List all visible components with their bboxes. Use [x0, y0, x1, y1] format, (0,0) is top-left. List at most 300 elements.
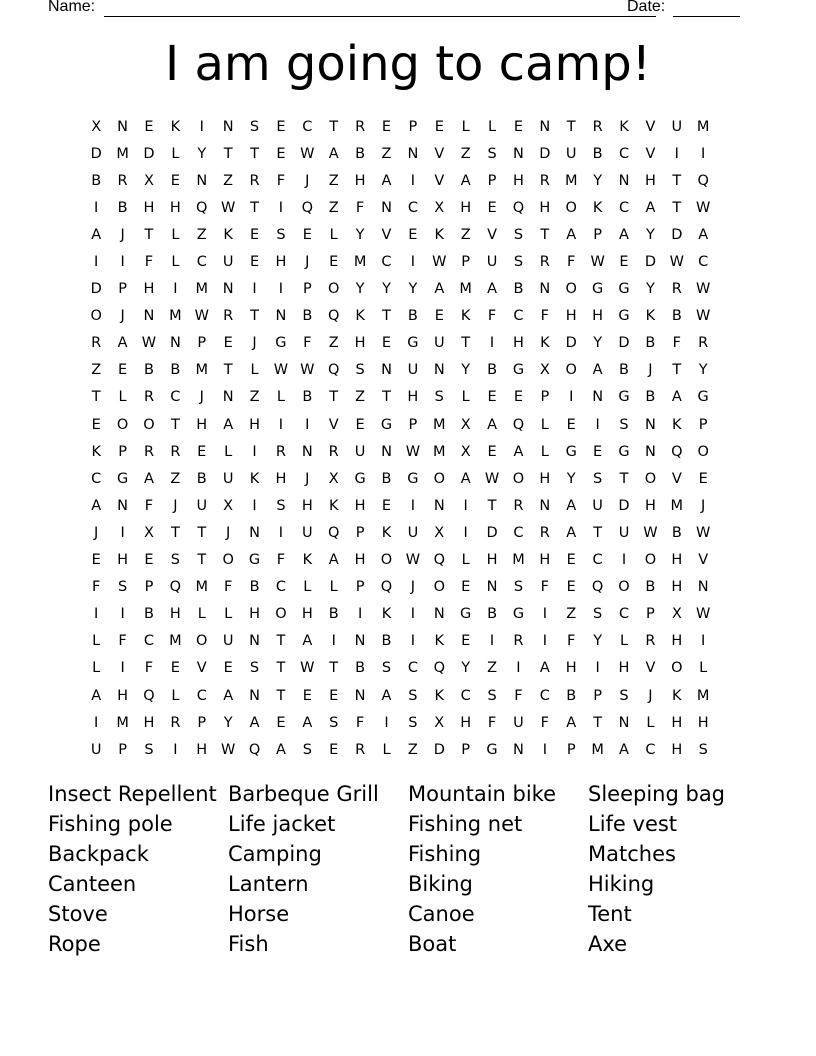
grid-letter[interactable]: A [144, 470, 154, 487]
grid-letter[interactable]: I [173, 741, 178, 758]
grid-letter[interactable]: E [223, 660, 233, 677]
grid-letter[interactable]: H [512, 172, 524, 189]
grid-letter[interactable]: Q [328, 308, 340, 325]
grid-letter[interactable]: P [355, 579, 365, 596]
grid-letter[interactable]: J [648, 362, 653, 379]
grid-letter[interactable]: F [672, 335, 681, 352]
grid-letter[interactable]: H [275, 254, 287, 271]
grid-letter[interactable]: L [171, 226, 180, 243]
grid-letter[interactable]: V [196, 660, 207, 677]
grid-letter[interactable]: T [223, 362, 233, 379]
grid-letter[interactable]: P [461, 254, 471, 271]
grid-letter[interactable]: B [671, 308, 682, 325]
grid-letter[interactable]: M [116, 145, 129, 162]
grid-letter[interactable]: R [355, 741, 366, 758]
grid-letter[interactable]: D [90, 281, 102, 298]
grid-letter[interactable]: F [567, 254, 576, 271]
grid-letter[interactable]: S [698, 741, 708, 758]
grid-letter[interactable]: L [276, 389, 285, 406]
grid-letter[interactable]: Q [328, 524, 340, 541]
grid-letter[interactable]: H [354, 497, 366, 514]
grid-letter[interactable]: U [671, 118, 683, 135]
grid-letter[interactable]: X [434, 714, 445, 731]
grid-letter[interactable]: V [645, 145, 656, 162]
grid-letter[interactable]: F [144, 254, 154, 271]
grid-letter[interactable]: J [305, 254, 310, 271]
grid-letter[interactable]: A [434, 281, 445, 298]
grid-letter[interactable]: N [196, 172, 208, 189]
grid-letter[interactable]: E [223, 335, 233, 352]
grid-letter[interactable]: E [329, 741, 339, 758]
grid-letter[interactable]: M [564, 172, 578, 189]
grid-letter[interactable]: N [644, 443, 656, 460]
grid-letter[interactable]: K [302, 552, 313, 569]
grid-letter[interactable]: U [565, 145, 577, 162]
grid-letter[interactable]: H [249, 416, 260, 433]
grid-letter[interactable]: R [275, 443, 286, 460]
date-field[interactable] [673, 0, 740, 17]
grid-letter[interactable]: M [353, 254, 367, 271]
grid-letter[interactable]: I [701, 145, 706, 162]
grid-letter[interactable]: Y [355, 281, 365, 298]
grid-letter[interactable]: W [696, 199, 711, 216]
grid-letter[interactable]: A [487, 281, 498, 298]
grid-letter[interactable]: E [487, 199, 497, 216]
grid-letter[interactable]: E [302, 687, 312, 704]
grid-letter[interactable]: T [250, 145, 259, 162]
grid-letter[interactable]: S [487, 687, 497, 704]
grid-letter[interactable]: Q [512, 199, 525, 216]
grid-letter[interactable]: P [118, 741, 127, 758]
grid-letter[interactable]: H [143, 714, 155, 731]
grid-letter[interactable]: B [302, 308, 313, 325]
grid-letter[interactable]: T [619, 470, 629, 487]
grid-letter[interactable]: S [276, 497, 286, 514]
grid-letter[interactable]: M [195, 362, 209, 379]
grid-letter[interactable]: M [591, 741, 604, 758]
grid-letter[interactable]: V [645, 660, 656, 677]
grid-letter[interactable]: R [698, 335, 709, 352]
grid-letter[interactable]: I [252, 497, 257, 514]
grid-letter[interactable]: H [143, 199, 155, 216]
grid-letter[interactable]: A [645, 199, 656, 216]
grid-letter[interactable]: R [170, 714, 181, 731]
grid-letter[interactable]: X [460, 443, 471, 460]
grid-letter[interactable]: W [696, 308, 711, 325]
grid-letter[interactable]: K [328, 497, 339, 514]
grid-letter[interactable]: A [381, 687, 392, 704]
grid-letter[interactable]: N [249, 687, 260, 704]
grid-letter[interactable]: T [223, 145, 233, 162]
grid-letter[interactable]: T [487, 497, 497, 514]
grid-letter[interactable]: M [169, 308, 182, 325]
grid-letter[interactable]: T [329, 389, 339, 406]
grid-letter[interactable]: N [249, 633, 260, 650]
grid-letter[interactable]: W [220, 199, 236, 216]
grid-letter[interactable]: X [91, 118, 102, 135]
grid-letter[interactable]: X [671, 606, 682, 623]
grid-letter[interactable]: F [487, 308, 497, 325]
grid-letter[interactable]: J [252, 335, 257, 352]
grid-letter[interactable]: I [410, 606, 416, 623]
grid-letter[interactable]: F [144, 660, 154, 677]
grid-letter[interactable]: A [566, 524, 577, 541]
grid-letter[interactable]: A [671, 389, 682, 406]
grid-letter[interactable]: B [91, 172, 102, 189]
grid-letter[interactable]: G [380, 416, 393, 433]
grid-letter[interactable]: P [408, 118, 418, 135]
grid-letter[interactable]: S [302, 741, 312, 758]
grid-letter[interactable]: L [461, 552, 470, 569]
grid-letter[interactable]: Q [380, 579, 393, 596]
grid-letter[interactable]: D [565, 335, 577, 352]
grid-letter[interactable]: V [645, 118, 656, 135]
grid-letter[interactable]: N [354, 687, 366, 704]
grid-letter[interactable]: S [593, 470, 603, 487]
grid-letter[interactable]: R [91, 335, 102, 352]
grid-letter[interactable]: E [302, 226, 312, 243]
grid-letter[interactable]: A [91, 226, 102, 243]
grid-letter[interactable]: I [489, 335, 495, 352]
grid-letter[interactable]: E [381, 118, 392, 135]
grid-letter[interactable]: K [434, 633, 445, 650]
grid-letter[interactable]: K [619, 118, 629, 135]
grid-letter[interactable]: Y [223, 714, 233, 731]
grid-letter[interactable]: S [619, 416, 629, 433]
grid-letter[interactable]: T [461, 335, 471, 352]
grid-letter[interactable]: C [698, 254, 709, 271]
grid-letter[interactable]: S [487, 145, 497, 162]
grid-letter[interactable]: T [593, 524, 603, 541]
grid-letter[interactable]: E [513, 118, 524, 135]
grid-letter[interactable]: S [513, 254, 524, 271]
grid-letter[interactable]: H [644, 172, 656, 189]
grid-letter[interactable]: T [144, 226, 154, 243]
grid-letter[interactable]: G [407, 470, 419, 487]
grid-letter[interactable]: L [461, 118, 470, 135]
grid-letter[interactable]: C [618, 606, 630, 623]
grid-letter[interactable]: J [701, 497, 706, 514]
grid-letter[interactable]: V [434, 145, 445, 162]
grid-letter[interactable]: K [672, 416, 682, 433]
grid-letter[interactable]: E [381, 335, 392, 352]
grid-letter[interactable]: N [513, 741, 524, 758]
grid-letter[interactable]: Z [196, 226, 207, 243]
grid-letter[interactable]: Q [591, 579, 604, 596]
grid-letter[interactable]: I [384, 714, 389, 731]
grid-letter[interactable]: V [328, 416, 339, 433]
grid-letter[interactable]: C [618, 199, 630, 216]
grid-letter[interactable]: J [410, 579, 416, 596]
grid-letter[interactable]: L [699, 660, 708, 677]
grid-letter[interactable]: A [619, 741, 629, 758]
grid-letter[interactable]: K [381, 606, 392, 623]
grid-letter[interactable]: V [698, 552, 709, 569]
grid-letter[interactable]: J [226, 524, 231, 541]
grid-letter[interactable]: L [118, 389, 127, 406]
grid-letter[interactable]: K [460, 308, 471, 325]
grid-letter[interactable]: I [120, 254, 125, 271]
grid-letter[interactable]: F [514, 687, 523, 704]
grid-letter[interactable]: R [355, 118, 366, 135]
grid-letter[interactable]: W [194, 308, 209, 325]
grid-letter[interactable]: N [354, 633, 366, 650]
grid-letter[interactable]: C [302, 118, 313, 135]
grid-letter[interactable]: R [143, 389, 155, 406]
grid-letter[interactable]: Z [170, 470, 181, 487]
grid-letter[interactable]: N [539, 281, 551, 298]
grid-letter[interactable]: B [196, 470, 207, 487]
grid-letter[interactable]: A [619, 226, 629, 243]
grid-letter[interactable]: W [643, 524, 658, 541]
grid-letter[interactable]: L [646, 714, 655, 731]
grid-letter[interactable]: H [169, 199, 181, 216]
grid-letter[interactable]: T [382, 308, 391, 325]
grid-letter[interactable]: I [542, 633, 547, 650]
grid-letter[interactable]: E [197, 443, 207, 460]
grid-letter[interactable]: I [357, 606, 363, 623]
grid-letter[interactable]: N [486, 579, 498, 596]
grid-letter[interactable]: I [278, 281, 284, 298]
grid-letter[interactable]: I [542, 606, 547, 623]
grid-letter[interactable]: P [355, 524, 365, 541]
grid-letter[interactable]: S [593, 606, 603, 623]
grid-letter[interactable]: E [170, 660, 180, 677]
grid-letter[interactable]: L [171, 145, 180, 162]
grid-letter[interactable]: W [300, 362, 315, 379]
grid-letter[interactable]: Q [143, 687, 155, 704]
grid-letter[interactable]: O [644, 470, 657, 487]
grid-letter[interactable]: C [618, 145, 630, 162]
grid-letter[interactable]: K [434, 687, 445, 704]
grid-letter[interactable]: O [618, 579, 630, 596]
grid-letter[interactable]: R [539, 524, 550, 541]
grid-letter[interactable]: B [671, 524, 682, 541]
grid-letter[interactable]: B [144, 606, 154, 623]
grid-letter[interactable]: A [117, 335, 128, 352]
grid-letter[interactable]: S [117, 579, 128, 596]
grid-letter[interactable]: I [278, 416, 284, 433]
grid-letter[interactable]: B [249, 579, 260, 596]
grid-letter[interactable]: Y [698, 362, 708, 379]
grid-letter[interactable]: R [539, 254, 550, 271]
grid-letter[interactable]: I [410, 633, 416, 650]
grid-letter[interactable]: A [91, 497, 102, 514]
grid-letter[interactable]: H [196, 416, 208, 433]
grid-letter[interactable]: I [94, 254, 99, 271]
grid-letter[interactable]: T [91, 389, 101, 406]
grid-letter[interactable]: O [116, 416, 129, 433]
grid-letter[interactable]: K [645, 308, 656, 325]
grid-letter[interactable]: C [645, 741, 656, 758]
grid-letter[interactable]: Y [645, 226, 655, 243]
grid-letter[interactable]: Q [328, 362, 340, 379]
grid-letter[interactable]: I [516, 660, 521, 677]
grid-letter[interactable]: H [644, 497, 656, 514]
grid-letter[interactable]: H [275, 470, 287, 487]
grid-letter[interactable]: A [249, 714, 260, 731]
grid-letter[interactable]: J [120, 308, 125, 325]
grid-letter[interactable]: H [460, 199, 472, 216]
grid-letter[interactable]: I [331, 633, 336, 650]
grid-letter[interactable]: T [276, 633, 286, 650]
grid-letter[interactable]: I [94, 606, 99, 623]
grid-letter[interactable]: A [698, 226, 709, 243]
grid-letter[interactable]: O [222, 552, 234, 569]
grid-letter[interactable]: V [487, 226, 498, 243]
grid-letter[interactable]: Z [91, 362, 102, 379]
grid-letter[interactable]: I [305, 416, 310, 433]
grid-letter[interactable]: Q [196, 199, 208, 216]
grid-letter[interactable]: P [302, 281, 312, 298]
grid-letter[interactable]: N [249, 524, 260, 541]
grid-letter[interactable]: E [355, 416, 365, 433]
grid-letter[interactable]: W [141, 335, 157, 352]
grid-letter[interactable]: U [222, 470, 234, 487]
grid-letter[interactable]: F [92, 579, 101, 596]
grid-letter[interactable]: H [196, 741, 208, 758]
grid-letter[interactable]: N [592, 389, 604, 406]
grid-letter[interactable]: Y [408, 281, 418, 298]
grid-letter[interactable]: O [433, 470, 445, 487]
grid-letter[interactable]: S [513, 226, 524, 243]
grid-letter[interactable]: S [513, 579, 524, 596]
grid-letter[interactable]: D [671, 226, 683, 243]
grid-letter[interactable]: W [484, 470, 500, 487]
grid-letter[interactable]: T [382, 389, 391, 406]
grid-letter[interactable]: P [408, 416, 418, 433]
grid-letter[interactable]: N [539, 497, 551, 514]
grid-letter[interactable]: G [591, 281, 604, 298]
grid-letter[interactable]: S [408, 714, 418, 731]
grid-letter[interactable]: K [381, 524, 392, 541]
grid-letter[interactable]: F [276, 172, 286, 189]
grid-letter[interactable]: U [90, 741, 102, 758]
grid-letter[interactable]: S [249, 660, 260, 677]
grid-letter[interactable]: I [410, 497, 416, 514]
grid-letter[interactable]: B [381, 470, 392, 487]
grid-letter[interactable]: A [460, 470, 471, 487]
grid-letter[interactable]: E [276, 714, 286, 731]
grid-letter[interactable]: U [407, 524, 419, 541]
grid-letter[interactable]: B [645, 335, 656, 352]
grid-letter[interactable]: P [540, 389, 550, 406]
grid-letter[interactable]: E [91, 416, 101, 433]
grid-letter[interactable]: T [170, 524, 180, 541]
grid-letter[interactable]: X [434, 524, 445, 541]
grid-letter[interactable]: G [275, 335, 287, 352]
grid-letter[interactable]: B [645, 579, 656, 596]
grid-letter[interactable]: I [278, 524, 284, 541]
grid-letter[interactable]: B [645, 389, 656, 406]
grid-letter[interactable]: M [195, 281, 209, 298]
grid-letter[interactable]: T [197, 552, 207, 569]
grid-letter[interactable]: T [250, 308, 259, 325]
grid-letter[interactable]: H [143, 281, 155, 298]
grid-letter[interactable]: Z [566, 606, 577, 623]
grid-letter[interactable]: K [223, 226, 233, 243]
grid-letter[interactable]: V [381, 226, 392, 243]
grid-letter[interactable]: A [328, 145, 339, 162]
grid-letter[interactable]: F [118, 633, 127, 650]
grid-letter[interactable]: N [539, 118, 551, 135]
grid-letter[interactable]: U [222, 633, 234, 650]
grid-letter[interactable]: B [592, 145, 603, 162]
grid-letter[interactable]: H [117, 552, 129, 569]
grid-letter[interactable]: T [170, 416, 180, 433]
grid-letter[interactable]: T [329, 660, 339, 677]
grid-letter[interactable]: K [672, 687, 682, 704]
grid-letter[interactable]: H [671, 714, 683, 731]
grid-letter[interactable]: H [301, 606, 313, 623]
grid-letter[interactable]: B [487, 362, 498, 379]
grid-letter[interactable]: W [696, 524, 711, 541]
grid-letter[interactable]: K [249, 470, 260, 487]
grid-letter[interactable]: N [697, 579, 709, 596]
grid-letter[interactable]: S [381, 660, 392, 677]
grid-letter[interactable]: N [381, 199, 392, 216]
grid-letter[interactable]: B [355, 660, 366, 677]
grid-letter[interactable]: F [355, 714, 365, 731]
grid-letter[interactable]: C [91, 470, 102, 487]
grid-letter[interactable]: A [539, 660, 550, 677]
grid-letter[interactable]: R [645, 633, 656, 650]
grid-letter[interactable]: F [487, 714, 497, 731]
grid-letter[interactable]: A [487, 416, 498, 433]
grid-letter[interactable]: V [434, 172, 445, 189]
grid-letter[interactable]: K [434, 226, 445, 243]
grid-letter[interactable]: G [512, 606, 525, 623]
grid-letter[interactable]: P [197, 335, 207, 352]
grid-letter[interactable]: I [173, 281, 178, 298]
grid-letter[interactable]: F [276, 552, 286, 569]
grid-letter[interactable]: U [407, 362, 419, 379]
grid-letter[interactable]: A [223, 687, 234, 704]
grid-letter[interactable]: Q [697, 172, 709, 189]
grid-letter[interactable]: H [539, 552, 551, 569]
grid-letter[interactable]: B [566, 687, 577, 704]
grid-letter[interactable]: L [197, 606, 206, 623]
grid-letter[interactable]: Q [671, 443, 683, 460]
grid-letter[interactable]: R [513, 497, 524, 514]
grid-letter[interactable]: C [513, 524, 524, 541]
grid-letter[interactable]: S [329, 714, 339, 731]
grid-letter[interactable]: L [250, 362, 259, 379]
grid-letter[interactable]: S [408, 687, 418, 704]
grid-letter[interactable]: B [170, 362, 181, 379]
grid-letter[interactable]: Z [381, 145, 392, 162]
grid-letter[interactable]: W [405, 552, 421, 569]
grid-letter[interactable]: I [120, 606, 125, 623]
grid-letter[interactable]: L [171, 687, 180, 704]
grid-letter[interactable]: A [91, 687, 102, 704]
grid-letter[interactable]: O [565, 281, 577, 298]
grid-letter[interactable]: N [169, 335, 181, 352]
grid-letter[interactable]: N [143, 308, 155, 325]
grid-letter[interactable]: Y [382, 281, 391, 298]
grid-letter[interactable]: M [433, 416, 446, 433]
grid-letter[interactable]: K [355, 308, 365, 325]
grid-letter[interactable]: O [380, 552, 393, 569]
grid-letter[interactable]: K [540, 335, 550, 352]
grid-letter[interactable]: P [593, 687, 602, 704]
grid-letter[interactable]: U [486, 254, 498, 271]
grid-letter[interactable]: R [143, 443, 155, 460]
grid-letter[interactable]: I [410, 254, 416, 271]
grid-letter[interactable]: A [302, 633, 313, 650]
grid-letter[interactable]: L [382, 741, 391, 758]
grid-letter[interactable]: M [169, 633, 182, 650]
